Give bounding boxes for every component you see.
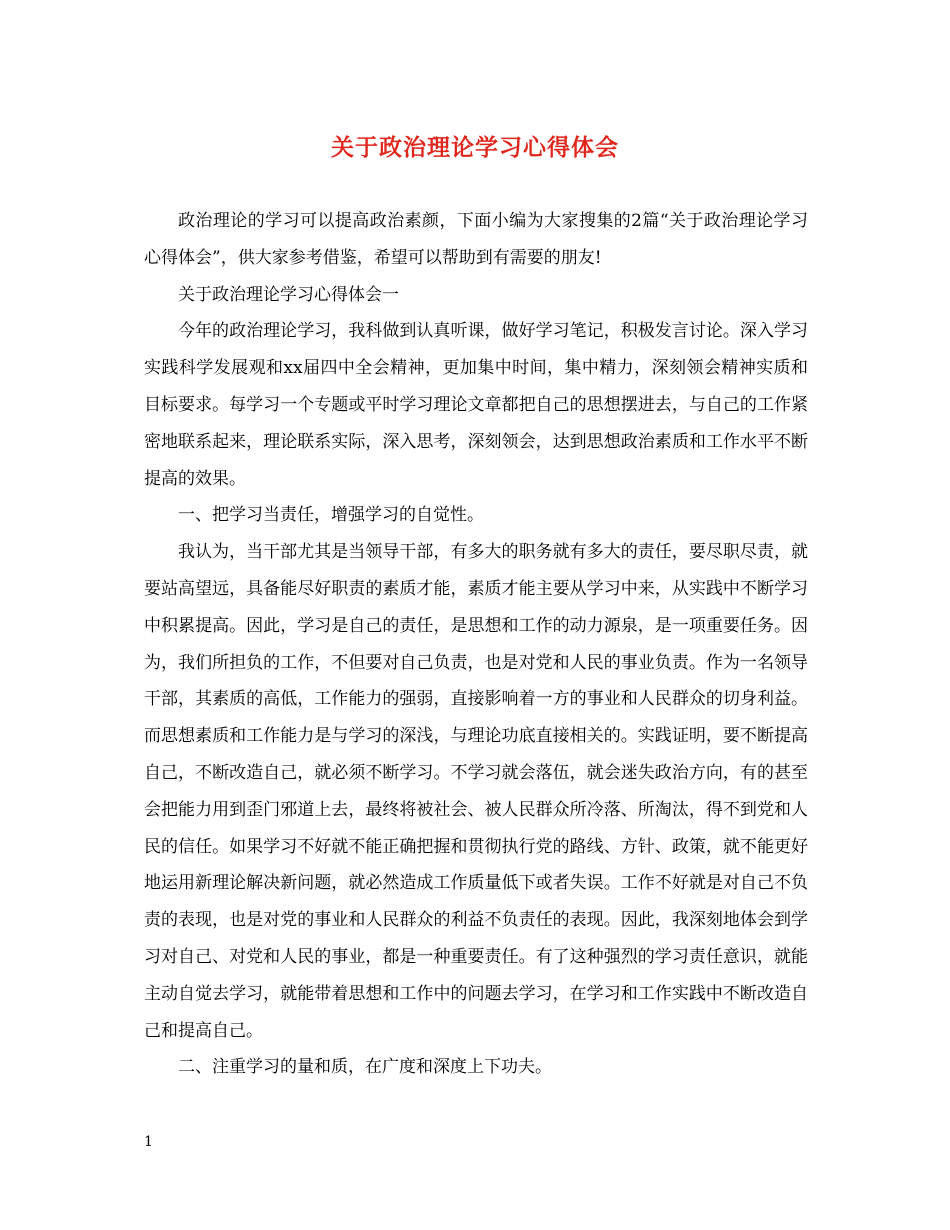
document-title: 关于政治理论学习心得体会 bbox=[331, 134, 619, 161]
body-paragraph: 我认为，当干部尤其是当领导干部，有多大的职务就有多大的责任，要尽职尽责，就要站高望远，具备能尽好职责的素质才能，素质才能主要从学习中来，从实践中不断学习中积累提高。因此，学习是自己的责任，是思想和工作的动力源泉，是一项重要任务。因为，我们所担负的工作，不但要对自己负责，也是对党和人民的事业负责。作为一名领导干部，其素质的高低，工作能力的强弱，直接影响着一方的事业和人民群众的切身利益。而思想素质和工作能力是与学习的深浅，与理论功底直接相关的。实践证明，要不断提高自己，不断改造自己，就必须不断学习。不学习就会落伍，就会迷失政治方向，有的甚至会把能力用到歪门邪道上去，最终将被社会、被人民群众所冷落、所淘汰，得不到党和人民的信任。如果学习不好就不能正确把握和贯彻执行党的路线、方针、政策，就不能更好地运用新理论解决新问题，就必然造成工作质量低下或者失误。工作不好就是对自己不负责的表现，也是对党的事业和人民群众的利益不负责任的表现。因此，我深刻地体会到学习对自己、对党和人民的事业，都是一种重要责任。有了这种强烈的学习责任意识，就能主动自觉去学习，就能带着思想和工作中的问题去学习，在学习和工作实践中不断改造自己和提高自己。 bbox=[144, 542, 808, 1041]
page-number: 1 bbox=[144, 1134, 153, 1150]
document-body bbox=[144, 203, 808, 1086]
section-heading-part-one: 关于政治理论学习心得体会一 bbox=[178, 284, 399, 305]
section-heading-two: 二、注重学习的量和质，在广度和深度上下功夫。 bbox=[178, 1057, 552, 1078]
intro-paragraph: 政治理论的学习可以提高政治素颜，下面小编为大家搜集的2篇“关于政治理论学习心得体会”，供大家参考借鉴，希望可以帮助到有需要的朋友! bbox=[144, 211, 808, 268]
section-heading-one: 一、把学习当责任，增强学习的自觉性。 bbox=[178, 505, 484, 526]
body-paragraph: 今年的政治理论学习，我科做到认真听课，做好学习笔记，积极发言讨论。深入学习实践科学发展观和xx届四中全会精神，更加集中时间，集中精力，深刻领会精神实质和目标要求。每学习一个专题或平时学习理论文章都把自己的思想摆进去，与自己的工作紧密地联系起来，理论联系实际，深入思考，深刻领会，达到思想政治素质和工作水平不断提高的效果。 bbox=[144, 321, 808, 489]
